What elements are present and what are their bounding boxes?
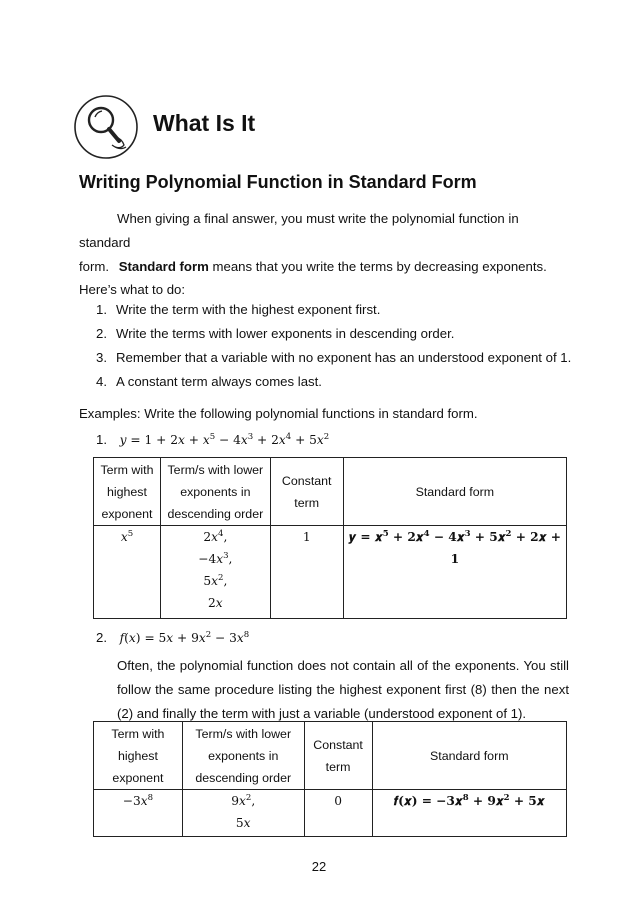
section-title: What Is It (153, 110, 256, 136)
example2-line: 2. 𝑓(𝑥) = 5𝑥 + 9𝑥$^2$ − 3𝑥$^8$ (96, 629, 250, 645)
intro-line1: When giving a final answer, you must write the polynomial function in standard (79, 211, 519, 250)
page-heading: Writing Polynomial Function in Standard Form (79, 172, 477, 192)
table-header-row: Term with highest exponent Term/s with lower exponents in descending order Constant term Standard form (94, 458, 567, 526)
list-item: 1. Write the term with the highest exponent first. (96, 302, 381, 317)
todo-intro: Here’s what to do: (79, 282, 186, 297)
example1-line: 1. 𝑦 = 1 + 2𝑥 + 𝑥$^5$ − 4𝑥$^3$ + 2𝑥$^4$ + 5𝑥$^2$ (96, 431, 330, 447)
list-item: 3. Remember that a variable with no exponent has an understood exponent of 1. (96, 350, 572, 365)
table-row: −3𝑥$^8$ 9𝑥$^2$, 5𝑥 0 𝒇(𝒙) = −𝟑𝒙$^𝟖$ + 𝟗𝒙$^𝟐$ + 𝟓𝒙 (94, 790, 567, 837)
intro-line2-post: means that you write the terms by decreasing exponents. (212, 259, 547, 274)
example2-table (93, 721, 567, 837)
table-header-row: Term with highest exponent Term/s with lower exponents in descending order Constant term Standard form (94, 722, 567, 790)
example2-paragraph: Often, the polynomial function does not contain all of the exponents. You still follow the same procedure listing the highest exponent first (8) then the next (2) and finally the term with just a variable (understood exponent of 1). (117, 658, 569, 721)
example2-equation: 𝑓(𝑥) = 5𝑥 + 9𝑥$^2$ − 3𝑥$^8$ (119, 629, 250, 645)
example1-table (93, 457, 567, 619)
list-item: 4. A constant term always comes last. (96, 374, 322, 389)
steps-list (96, 298, 571, 394)
page-number: 22 (311, 859, 327, 874)
table-row: 𝑥$^5$ 2𝑥$^4$, −4𝑥$^3$, 5𝑥$^2$, 2𝑥 1 𝒚 = 𝒙$^𝟓$ + 𝟐𝒙$^𝟒$ − 𝟒𝒙$^𝟑$ + 𝟓𝒙$^𝟐$ + 𝟐𝒙 + 𝟏 (94, 526, 567, 619)
magnifier-icon (72, 93, 140, 161)
intro-line2-pre: form. (79, 259, 110, 274)
examples-intro: Examples: Write the following polynomial functions in standard form. (79, 406, 478, 421)
list-item: 2. Write the terms with lower exponents in descending order. (96, 326, 455, 341)
intro-bold-term: Standard form (118, 259, 209, 274)
example1-equation: 𝑦 = 1 + 2𝑥 + 𝑥$^5$ − 4𝑥$^3$ + 2𝑥$^4$ + 5𝑥$^2$ (119, 431, 330, 447)
intro-paragraph (79, 207, 569, 279)
